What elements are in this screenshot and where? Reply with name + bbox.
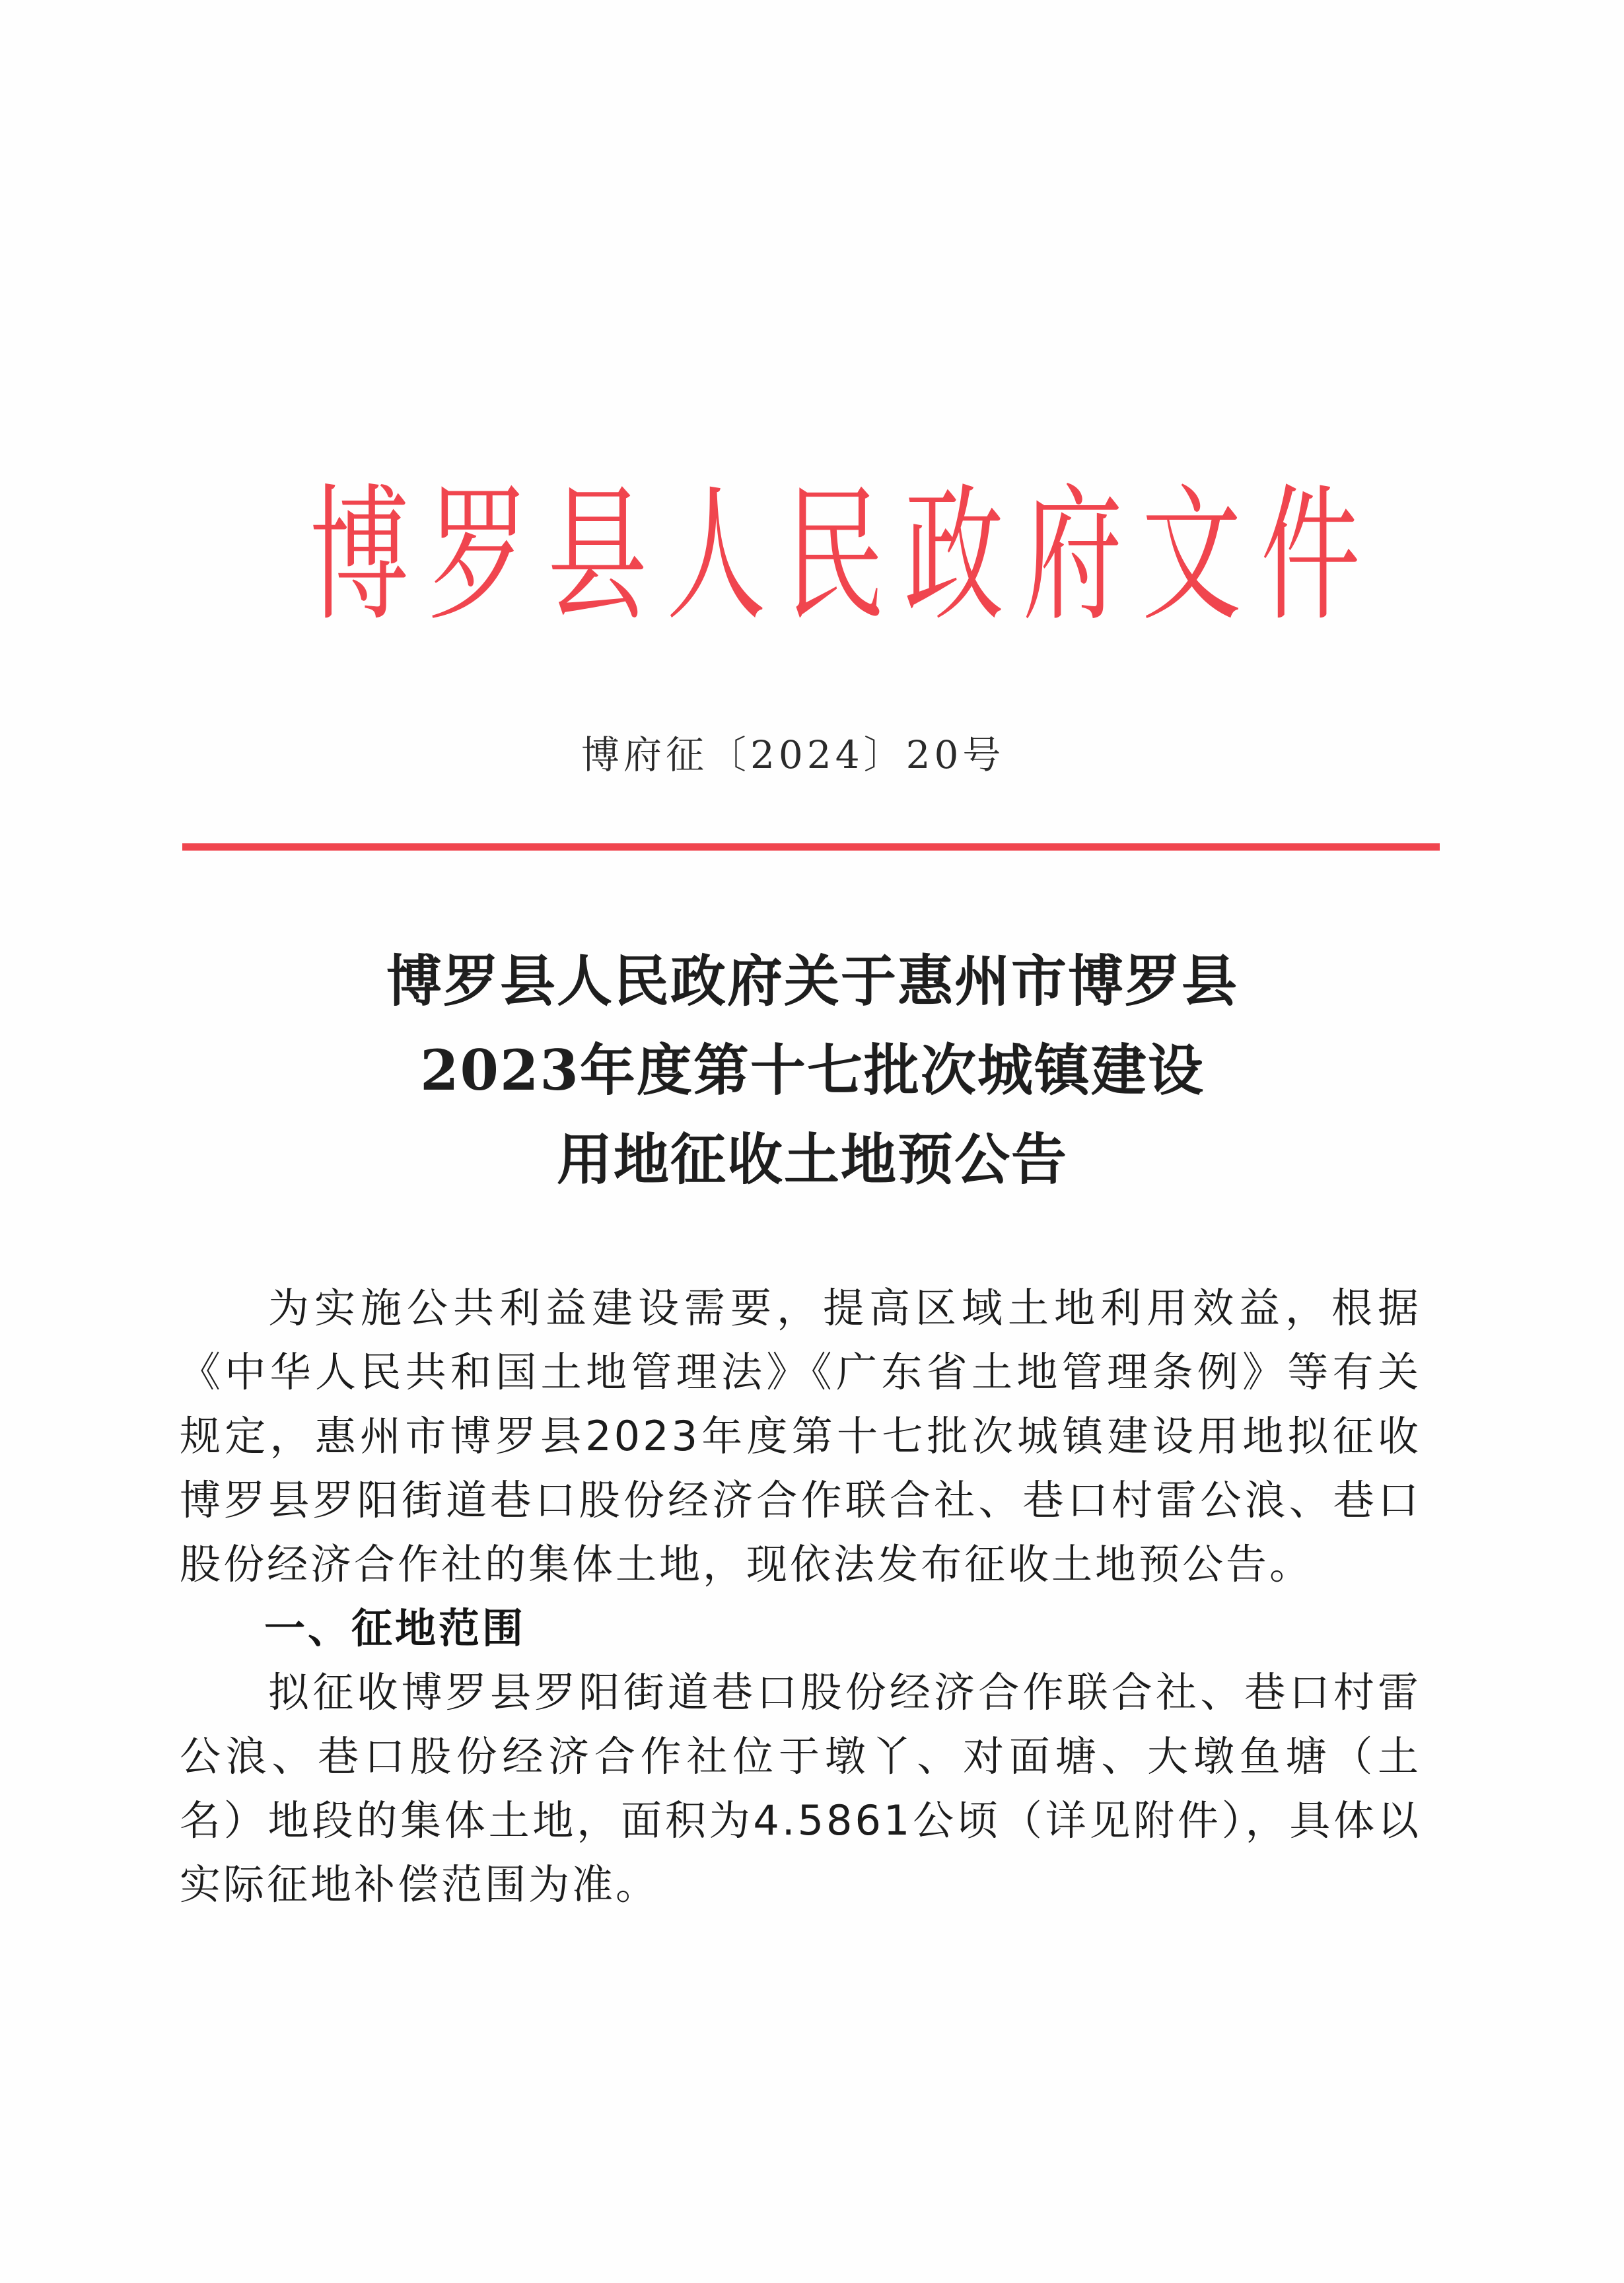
red-divider-line	[182, 843, 1440, 851]
masthead-char: 罗	[428, 471, 528, 641]
document-number: 博府征〔2024〕20号	[581, 732, 1005, 777]
masthead-char: 民	[785, 471, 885, 641]
masthead-char: 人	[666, 471, 766, 641]
intro-paragraph: 为实施公共利益建设需要，提高区域土地利用效益，根据《中华人民共和国土地管理法》《广东省土地管理条例》等有关规定，惠州市博罗县2023年度第十七批次城镇建设用地拟征收博罗县罗阳街道巷口股份经济合作联合社、巷口村雷公浪、巷口股份经济合作社的集体土地，现依法发布征收土地预公告。	[180, 1284, 1421, 1588]
masthead-char: 政	[903, 471, 1004, 641]
masthead-char: 博	[309, 471, 409, 641]
masthead-char: 件	[1260, 471, 1360, 641]
masthead-char: 府	[1022, 471, 1123, 641]
document-body	[180, 1276, 1421, 1916]
document-title	[198, 936, 1427, 1204]
section-heading: 一、征地范围	[264, 1604, 526, 1652]
section-paragraph: 拟征收博罗县罗阳街道巷口股份经济合作联合社、巷口村雷公浪、巷口股份经济合作社位于墩丫、对面塘、大墩鱼塘（土名）地段的集体土地，面积为4.5861公顷（详见附件），具体以实际征地补偿范围为准。	[180, 1668, 1421, 1909]
masthead-title	[291, 470, 1360, 642]
title-line: 用地征收土地预公告	[556, 1127, 1068, 1192]
title-line: 博罗县人民政府关于惠州市博罗县	[386, 948, 1238, 1014]
masthead-char: 文	[1141, 471, 1242, 641]
title-line: 2023年度第十七批次城镇建设	[420, 1037, 1205, 1103]
masthead-char: 县	[547, 471, 647, 641]
